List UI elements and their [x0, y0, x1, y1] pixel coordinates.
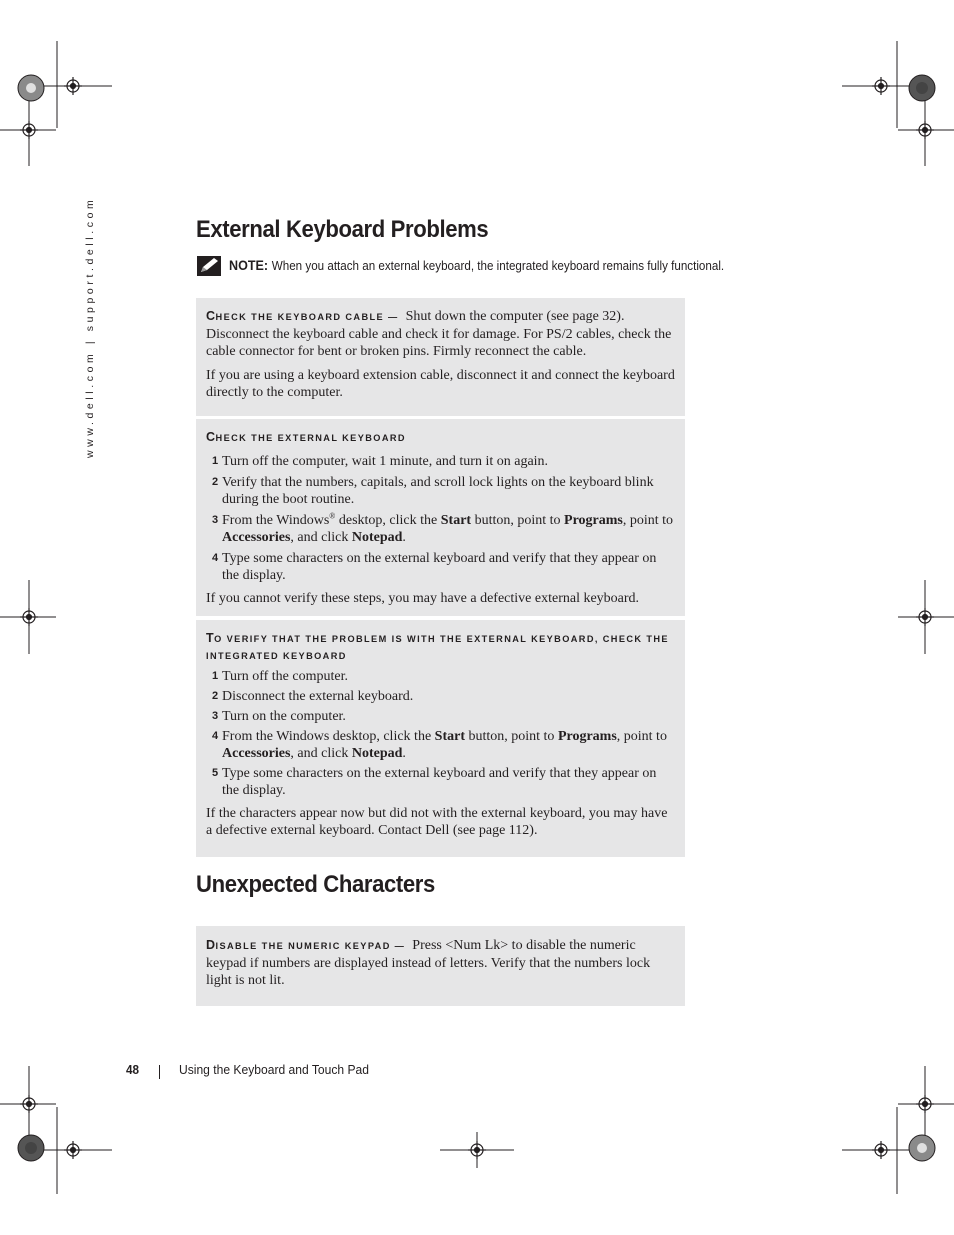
tip-box-verify-integrated — [196, 620, 685, 857]
section-title-external-keyboard: External Keyboard Problems — [196, 216, 489, 243]
step-item: 3 From the Windows® desktop, click the Start button, point to Programs, point to Accessories, and click Notepad. — [212, 511, 674, 545]
footer-divider — [159, 1065, 160, 1079]
page-footer — [0, 1062, 954, 1082]
tip-paragraph: If you are using a keyboard extension cable, disconnect it and connect the keyboard directly to the computer. — [206, 368, 675, 400]
side-url: www.dell.com | support.dell.com — [84, 196, 96, 458]
step-list — [206, 668, 675, 799]
chapter-title: Using the Keyboard and Touch Pad — [179, 1062, 369, 1077]
tip-box-numeric-keypad — [196, 926, 685, 1006]
note-text: When you attach an external keyboard, the integrated keyboard remains fully functional. — [271, 259, 725, 273]
tip-heading: TO VERIFY THAT THE PROBLEM IS WITH THE EXTERNAL KEYBOARD, CHECK THE INTEGRATED KEYBOARD — [206, 631, 669, 661]
tip-paragraph: If you cannot verify these steps, you may have a defective external keyboard. — [206, 591, 640, 606]
tip-heading: CHECK THE EXTERNAL KEYBOARD — [206, 430, 406, 444]
tip-paragraph: If the characters appear now but did not with the external keyboard, you may have a defective external keyboard. Contact Dell (see page 112). — [206, 806, 668, 838]
step-item: 1 Turn off the computer. — [212, 669, 348, 684]
tip-text: Shut down the computer (see page 32). Disconnect the keyboard cable and check it for damage. For PS/2 cables, check the cable connector for bent or broken pins. Firmly reconnect the cable. — [206, 309, 672, 359]
tip-box-check-cable — [196, 298, 685, 416]
step-item: 4 Type some characters on the external keyboard and verify that they appear on the display. — [212, 551, 657, 583]
page-number: 48 — [126, 1062, 140, 1077]
section-title-unexpected-characters: Unexpected Characters — [196, 871, 435, 898]
step-item: 1 Turn off the computer, wait 1 minute, and turn it on again. — [212, 454, 549, 469]
step-item: 4 From the Windows desktop, click the Start button, point to Programs, point to Accessories, and click Notepad. — [212, 729, 667, 761]
tip-text: Press <Num Lk> to disable the numeric keypad if numbers are displayed instead of letters. Verify that the numbers lock light is not lit. — [206, 938, 651, 988]
step-item: 2 Verify that the numbers, capitals, and scroll lock lights on the keyboard blink during the boot routine. — [212, 475, 654, 507]
note-label: NOTE: — [229, 258, 269, 273]
pencil-note-icon — [197, 256, 221, 279]
tip-heading: CHECK THE KEYBOARD CABLE — — [206, 309, 399, 323]
step-item: 2 Disconnect the external keyboard. — [212, 689, 414, 704]
tip-heading: DISABLE THE NUMERIC KEYPAD — — [206, 938, 406, 952]
step-item: 3 Turn on the computer. — [212, 709, 346, 724]
step-item: 5 Type some characters on the external keyboard and verify that they appear on the display. — [212, 766, 657, 798]
step-list — [206, 453, 675, 584]
tip-box-check-external — [196, 419, 685, 616]
